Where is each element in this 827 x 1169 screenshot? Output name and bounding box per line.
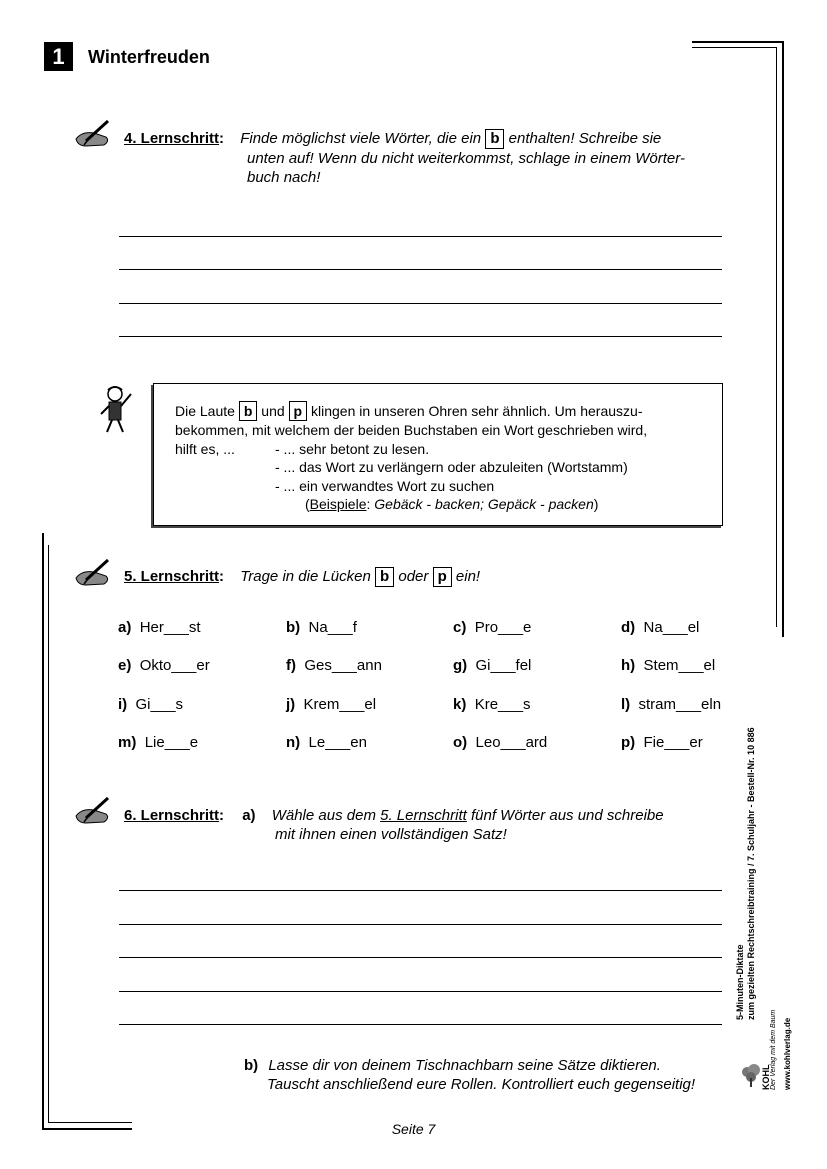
step6-a-text-2: fünf Wörter aus und schreibe (471, 807, 664, 824)
info-bullet-3: - ... ein verwandtes Wort zu suchen (275, 477, 495, 494)
pencil-hand-icon (72, 558, 114, 588)
publisher-slogan: Der Verlag mit dem Baum (770, 1009, 777, 1090)
exercise-item[interactable]: l) stram___eln (621, 696, 722, 713)
info-text-1: Die Laute (175, 403, 235, 419)
writing-line[interactable] (119, 336, 722, 337)
step5-instruction (124, 567, 480, 587)
step6-a-text-1: Wähle aus dem (271, 807, 376, 824)
step4-text-1: Finde möglichst viele Wörter, die ein (240, 130, 482, 147)
exercise-item[interactable]: d) Na___el (621, 619, 700, 636)
exercise-item[interactable]: j) Krem___el (286, 696, 377, 713)
step5-text-3: ein! (455, 568, 481, 585)
info-bullet-1: - ... sehr betont zu lesen. (275, 440, 430, 457)
pencil-hand-icon (72, 796, 114, 826)
exercise-item[interactable]: p) Fie___er (621, 734, 703, 751)
writing-line[interactable] (119, 957, 722, 958)
info-example (305, 495, 715, 514)
step5-text-1: Trage in die Lücken (240, 568, 371, 585)
writing-line[interactable] (119, 269, 722, 270)
example-label: Beispiele (309, 496, 367, 512)
step6-label: 6. Lernschritt (124, 807, 220, 824)
letter-p-box: p (289, 401, 308, 421)
info-text-2: klingen in unseren Ohren sehr ähnlich. Um herauszu- (310, 403, 643, 419)
example-open: ( (305, 496, 310, 512)
step4-instruction (124, 129, 734, 187)
chapter-number: 1 (52, 44, 65, 69)
example-colon: : (366, 496, 371, 512)
info-text-3: bekommen, mit welchem der beiden Buchstaben ein Wort geschrieben wird, (175, 422, 648, 438)
example-close: ) (593, 496, 599, 512)
writing-line[interactable] (119, 303, 722, 304)
exercise-item[interactable]: m) Lie___e (118, 734, 199, 751)
exercise-item[interactable]: a) Her___st (118, 619, 201, 636)
writing-line[interactable] (119, 924, 722, 925)
page-title: Winterfreuden (88, 47, 210, 67)
page-number: Seite 7 (391, 1121, 436, 1137)
frame-right-inner (776, 47, 777, 627)
exercise-item[interactable]: c) Pro___e (453, 619, 532, 636)
professor-figure-icon (95, 384, 137, 436)
publisher-name: KOHL (761, 1064, 771, 1090)
exercise-item[interactable]: k) Kre___s (453, 696, 531, 713)
step6-b-text-2: Tauscht anschließend eure Rollen. Kontrolliert euch gegenseitig! (267, 1076, 696, 1093)
exercise-item[interactable]: b) Na___f (286, 619, 357, 636)
writing-line[interactable] (119, 236, 722, 237)
step5-colon: : (219, 568, 225, 585)
step6-a-letter: a) (242, 807, 256, 824)
example-text: Gebäck - backen; Gepäck - packen (374, 496, 594, 512)
exercise-item[interactable]: h) Stem___el (621, 657, 716, 674)
step6-colon: : (219, 807, 225, 824)
sidebar-line-1: 5-Minuten-Diktate (735, 944, 745, 1020)
writing-line[interactable] (119, 1024, 722, 1025)
info-and: und (261, 403, 285, 419)
step4-label: 4. Lernschritt (124, 130, 220, 147)
info-bullet-2: - ... das Wort zu verlängern oder abzuleiten (Wortstamm) (275, 459, 628, 475)
exercise-item[interactable]: i) Gi___s (118, 696, 184, 713)
frame-left-inner (48, 545, 49, 1123)
writing-line[interactable] (119, 890, 722, 891)
exercise-item[interactable]: f) Ges___ann (286, 657, 382, 674)
writing-line[interactable] (119, 991, 722, 992)
step6-a-text-3: mit ihnen einen vollständigen Satz! (275, 826, 507, 843)
frame-top-outer (692, 41, 784, 43)
step6-b-letter: b) (244, 1057, 259, 1074)
letter-b-box: b (485, 129, 504, 149)
frame-left-outer (42, 533, 44, 1130)
letter-b-box: b (239, 401, 258, 421)
frame-right-outer (782, 41, 784, 637)
info-text (175, 401, 715, 514)
sidebar-line-2: zum gezielten Rechtschreibtraining / 7. Schuljahr - Bestell-Nr. 10 886 (746, 727, 756, 1020)
exercise-item[interactable]: n) Le___en (286, 734, 367, 751)
pencil-hand-icon (72, 119, 114, 149)
exercise-item[interactable]: o) Leo___ard (453, 734, 548, 751)
sidebar-vertical-text (735, 727, 757, 1080)
frame-top-inner (692, 47, 777, 48)
chapter-number-badge (44, 42, 73, 71)
letter-b-box: b (375, 567, 394, 587)
step6-a-ref: 5. Lernschritt (380, 807, 467, 824)
exercise-item[interactable]: g) Gi___fel (453, 657, 532, 674)
step4-text-3: unten auf! Wenn du nicht weiterkommst, schlage in einem Wörter- (247, 150, 685, 167)
info-text-4: hilft es, ... (175, 440, 235, 457)
publisher-logo (762, 1010, 778, 1090)
publisher-url[interactable]: www.kohlverlag.de (783, 1017, 792, 1090)
exercise-item[interactable]: e) Okto___er (118, 657, 210, 674)
tree-logo-icon (741, 1062, 761, 1088)
step4-text-4: buch nach! (247, 169, 321, 186)
step4-text-2: enthalten! Schreibe sie (508, 130, 662, 147)
step5-label: 5. Lernschritt (124, 568, 220, 585)
step4-colon: : (219, 130, 225, 147)
letter-p-box: p (433, 567, 452, 587)
step6-instruction (124, 806, 724, 844)
step5-text-2: oder (398, 568, 429, 585)
step6-b-instruction (244, 1056, 734, 1094)
step6-b-text-1: Lasse dir von deinem Tischnachbarn seine Sätze diktieren. (268, 1057, 661, 1074)
